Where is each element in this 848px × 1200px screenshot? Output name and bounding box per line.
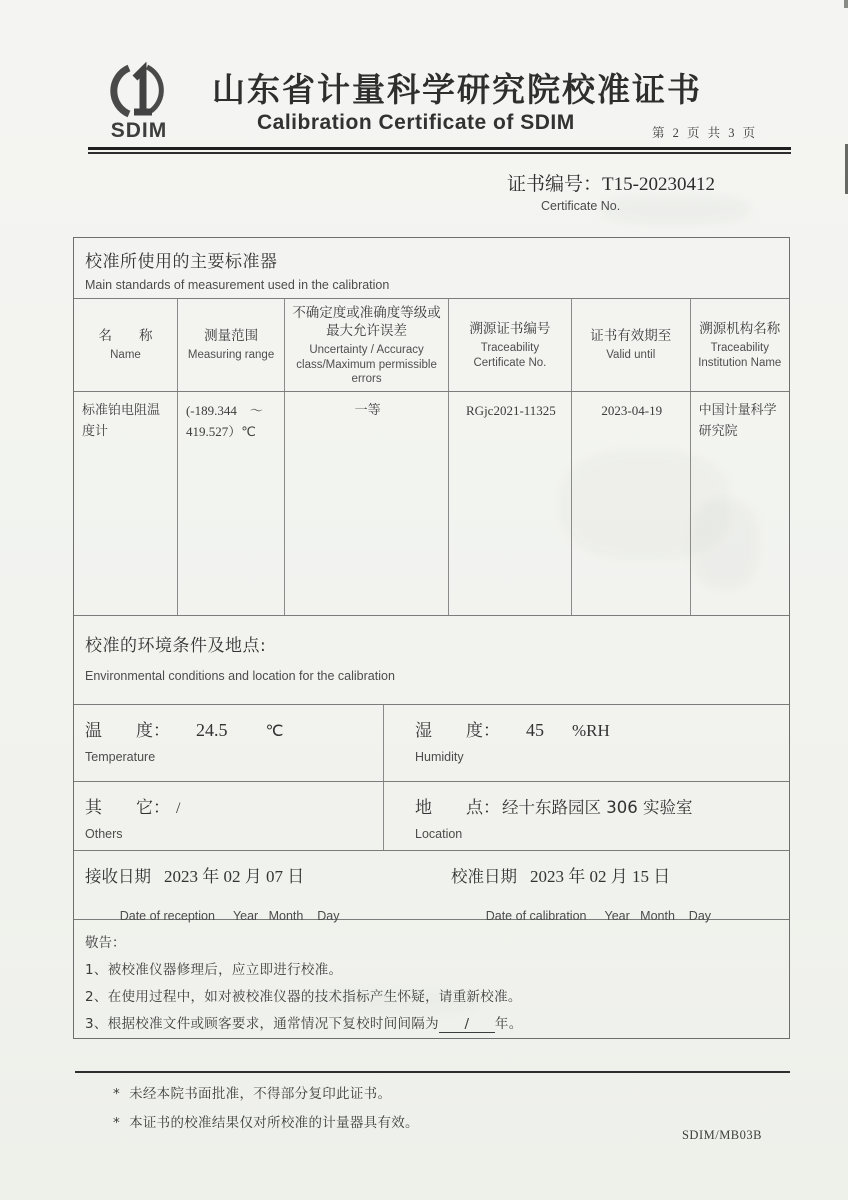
form-code: SDIM/MB03B: [681, 1128, 762, 1142]
standards-title-zh: 校准所使用的主要标准器: [85, 252, 278, 272]
environment-title-en: Environmental conditions and location for the calibration: [85, 669, 395, 683]
col-institution-zh: 溯源机构名称: [699, 321, 781, 338]
location-label-en: Location: [415, 827, 463, 841]
note-item-1: 1、被校准仪器修理后，应立即进行校准。: [85, 962, 343, 978]
humidity-label-en: Humidity: [415, 750, 464, 764]
cell-valid-until: 2023-04-19: [571, 392, 690, 615]
others-location-row: [74, 781, 789, 850]
note-item-2: 2、在使用过程中，如对被校准仪器的技术指标产生怀疑，请重新校准。: [85, 989, 522, 1005]
col-header-institution: [690, 299, 789, 391]
scan-bleedthrough: [690, 500, 760, 590]
sdim-logo-icon: [96, 62, 182, 122]
col-range-zh: 测量范围: [204, 328, 259, 345]
certificate-number-label: 证书编号：: [507, 174, 603, 195]
calibration-date-cell: [439, 851, 789, 923]
logo-label: SDIM: [110, 119, 168, 142]
cell-measuring-range: (-189.344 ～ 419.527）℃: [177, 392, 284, 615]
certificate-number-label-en: Certificate No.: [541, 199, 621, 213]
page-number: 第 2 页 共 3 页: [652, 126, 758, 140]
header-divider: [88, 147, 791, 154]
col-valid-until-en: Valid until: [606, 349, 656, 362]
footer-note-1-text: 未经本院书面批准，不得部分复印此证书。: [129, 1086, 392, 1102]
col-header-uncertainty: [284, 299, 448, 391]
certificate-number: [507, 169, 715, 196]
footer-divider: [75, 1071, 790, 1073]
col-institution-en: Traceability Institution Name: [698, 342, 782, 369]
reception-date-value: 2023 年 02 月 07 日: [164, 867, 305, 886]
note-item-3-prefix: 3、根据校准文件或顾客要求，通常情况下复校时间间隔为: [85, 1016, 439, 1032]
standards-title-en: Main standards of measurement used in the calibration: [85, 278, 390, 292]
dates-row: [74, 850, 789, 923]
col-header-name: [74, 299, 177, 391]
location-cell: [384, 782, 789, 850]
note-item-3-suffix: 年。: [494, 1016, 523, 1032]
scan-bleedthrough: [300, 990, 480, 1015]
col-uncertainty-en: Uncertainty / Accuracy class/Maximum permissible errors: [296, 344, 437, 385]
col-header-valid-until: [571, 299, 690, 391]
location-label: 地 点：: [415, 798, 500, 818]
col-header-range: [177, 299, 284, 391]
col-range-en: Measuring range: [187, 349, 275, 362]
temperature-humidity-row: [74, 704, 789, 781]
humidity-label: 湿 度：: [415, 721, 500, 741]
humidity-value: 45: [526, 720, 544, 740]
location-value: 经十东路园区 306 实验室: [502, 798, 693, 817]
standards-section-title: [74, 238, 789, 298]
others-label-en: Others: [85, 827, 123, 841]
col-valid-until-zh: 证书有效期至: [590, 328, 672, 345]
footer-bullet-2: *: [113, 1115, 121, 1131]
reception-date-units-en: Year Month Day: [232, 909, 340, 923]
others-label: 其 它：: [85, 798, 170, 818]
footer-bullet-1: *: [113, 1086, 121, 1102]
certificate-body-table: [73, 237, 790, 1039]
environment-title-zh: 校准的环境条件及地点:: [85, 636, 267, 656]
col-traceability-cert-en: Traceability Certificate No.: [473, 342, 547, 369]
note-item-3: [85, 1012, 789, 1033]
others-cell: [74, 782, 384, 850]
others-value: /: [176, 800, 181, 817]
footer-note-2-text: 本证书的校准结果仅对所校准的计量器具有效。: [129, 1115, 419, 1131]
cell-accuracy-class: 一等: [284, 392, 448, 615]
note-item-3-blank: /: [439, 1016, 495, 1033]
humidity-unit: %RH: [572, 721, 610, 740]
page-title-en: Calibration Certificate of SDIM: [257, 111, 575, 134]
page-title: 山东省计量科学研究院校准证书: [212, 73, 702, 109]
temperature-label-en: Temperature: [85, 750, 156, 764]
reception-date-cell: [74, 851, 439, 923]
certificate-number-value: T15-20230412: [602, 174, 715, 195]
footer-note-1: [113, 1082, 419, 1102]
notes-title: 敬告：: [85, 935, 126, 951]
col-traceability-cert-zh: 溯源证书编号: [469, 321, 551, 338]
humidity-cell: [384, 705, 789, 781]
temperature-label: 温 度：: [85, 721, 170, 741]
temperature-cell: [74, 705, 384, 781]
sdim-logo: [96, 62, 182, 143]
col-uncertainty-zh: 不确定度或准确度等级或最大允许误差: [292, 304, 441, 339]
calibration-date-value: 2023 年 02 月 15 日: [530, 867, 671, 886]
cell-standard-name: 标准铂电阻温度计: [82, 403, 161, 439]
reception-date-label-en: Date of reception: [119, 909, 215, 923]
calibration-date-units-en: Year Month Day: [604, 909, 712, 923]
col-name-zh: 名 称: [98, 328, 153, 345]
scan-artifact-corner: [844, 0, 848, 8]
col-name-en: Name: [110, 349, 141, 362]
calibration-date-label-en: Date of calibration: [485, 909, 587, 923]
environment-section-title: [74, 615, 789, 704]
temperature-unit: ℃: [265, 723, 284, 740]
cell-institution: 中国计量科学研究院: [690, 392, 789, 615]
scan-bleedthrough: [600, 195, 750, 225]
temperature-value: 24.5: [196, 720, 228, 740]
footer-notes: [113, 1082, 419, 1140]
col-header-traceability-cert: [448, 299, 571, 391]
calibration-date-label: 校准日期: [451, 867, 517, 886]
standards-header-row: [74, 298, 789, 391]
footer-note-2: [113, 1111, 419, 1131]
cell-traceability-cert-no: RGjc2021-11325: [448, 392, 571, 615]
reception-date-label: 接收日期: [85, 867, 151, 886]
